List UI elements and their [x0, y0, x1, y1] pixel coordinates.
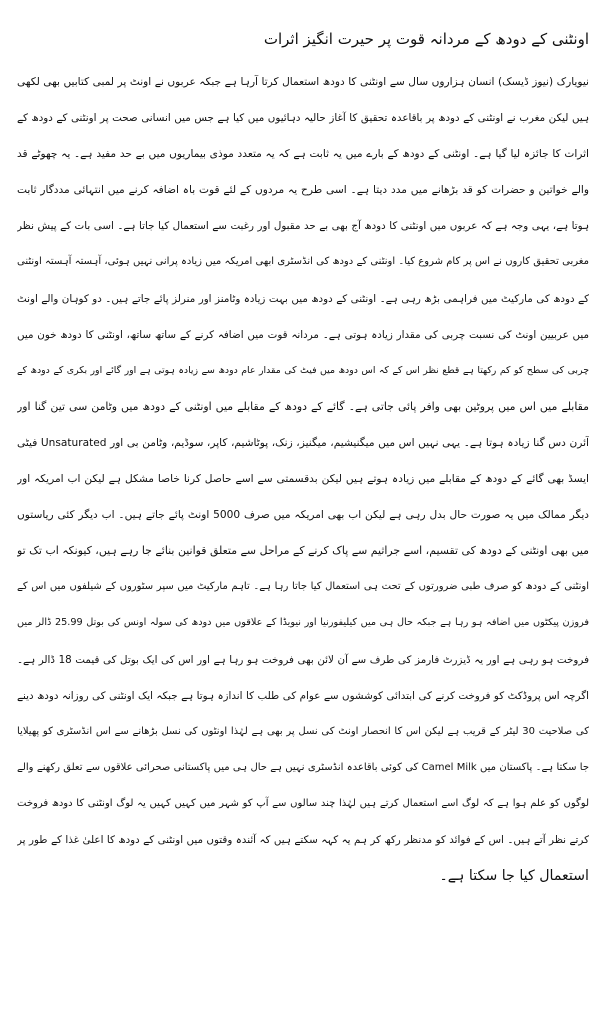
- article-line: چربی کی سطح کو کم رکھتا ہے قطع نظر اس کے کہ اس دودھ میں فیٹ کی مقدار عام دودھ سے زیادہ ہوتی ہے اور گائے اور بکری کے دودھ کے: [17, 364, 589, 376]
- article-line: لوگوں کو علم ہوا ہے کہ لوگ اسے استعمال کرتے ہیں لہٰذا چند سالوں سے آپ کو شہر میں کہیں کہیں یہ لوگ اونٹنی کا دودھ فروخت: [17, 797, 589, 809]
- article-line: کی صلاحیت 30 لیٹر کے قریب ہے لیکن اس کا انحصار اونٹ کی نسل پر بھی ہے لہٰذا اونٹوں کی نسل بڑھانے سے اس انڈسٹری کو پھیلایا: [17, 725, 589, 737]
- article-line: فروخت ہو رہی ہے اور یہ ڈیزرٹ فارمز کی طرف سے آن لائن بھی فروخت ہو رہا ہے اور اس کی ایک بوتل کی قیمت 18 ڈالر ہے۔: [17, 653, 589, 666]
- article-line: اونٹنی کے دودھ کو صرف طبی ضرورتوں کے تحت ہی استعمال کیا جاتا رہا ہے۔ تاہم مارکیٹ میں سپر سٹوروں کے شیلفوں میں اس کے: [17, 581, 589, 593]
- article-line: کرتے نظر آتے ہیں۔ اس کے فوائد کو مدنظر رکھ کر ہم یہ کہہ سکتے ہیں کہ آئندہ وقتوں میں اونٹنی کے دودھ کا اعلیٰ غذا کے طور پر: [17, 833, 589, 846]
- article-line: ایسڈ بھی گائے کے دودھ کے مقابلے میں زیادہ ہوتے ہیں لیکن بدقسمتی سے اسے حاصل کرنا خاصا مشکل ہے لیکن اب امریکہ اور: [17, 473, 589, 486]
- article-line: آئرن دس گنا زیادہ ہوتا ہے۔ یہی نہیں اس میں میگنیشیم، میگنیز، زنک، پوٹاشیم، کاپر، سوڈیم، وٹامن بی اور Unsaturated فیٹی: [17, 436, 589, 449]
- article-line: جا سکتا ہے۔ پاکستان میں Camel Milk کی کوئی باقاعدہ انڈسٹری نہیں ہے حال ہی میں پاکستانی صحرائی علاقوں سے تعلق رکھنے والے: [17, 761, 589, 773]
- article-line: مغربی تحقیق کاروں نے اس پر کام شروع کیا۔ اونٹنی کے دودھ کی انڈسٹری ابھی امریکہ میں زیادہ پرانی نہیں ہوئی، آہستہ آہستہ اونٹنی: [17, 256, 589, 268]
- article-line: فروزن پیکٹوں میں اضافہ ہو رہا ہے جبکہ حال ہی میں کیلیفورنیا اور نیویڈا کے علاقوں میں دودھ کی سولہ اونس کی بوتل 25.99 ڈالر میں: [17, 617, 589, 629]
- article-line: میں عربیین اونٹ کی نسبت چربی کی مقدار زیادہ ہوتی ہے۔ مردانہ قوت میں اضافہ کرنے کے ساتھ ساتھ، اونٹنی کا دودھ خون میں: [17, 328, 589, 341]
- article-line: میں بھی اونٹنی کے دودھ کی تقسیم، اسے جراثیم سے پاک کرنے کے مراحل سے متعلق قوانین بنائے جا رہے ہیں، کیونکہ اب تک تو: [17, 544, 589, 558]
- article-title: اونٹنی کے دودھ کے مردانہ قوت پر حیرت انگیز اثرات: [263, 30, 589, 48]
- article-line: مقابلے میں اس میں پروٹین بھی وافر پائی جاتی ہے۔ گائے کے دودھ کے مقابلے میں اونٹنی کے دودھ میں وٹامن سی تین گنا اور: [17, 399, 589, 413]
- article-line: دیگر ممالک میں یہ صورت حال بدل رہی ہے لیکن اب بھی امریکہ میں صرف 5000 اونٹ پائے جاتے ہیں۔ اب دیگر کئی ریاستوں: [17, 509, 589, 522]
- article-line: کے دودھ کی مارکیٹ میں فراہمی بڑھ رہی ہے۔ اونٹنی کے دودھ میں بہت زیادہ وٹامنز اور منرلز پائے جاتے ہیں۔ دو کوہان والے اونٹ: [17, 292, 589, 305]
- article-line: والے خواتین و حضرات کو قد بڑھانے میں مدد دیتا ہے۔ اسی طرح یہ مردوں کے لئے قوت باہ اضافہ کرنے میں انتہائی مددگار ثابت: [17, 184, 589, 197]
- article-line: استعمال کیا جا سکتا ہے۔: [439, 868, 589, 885]
- article-line: نیویارک (نیوز ڈیسک) انسان ہزاروں سال سے اونٹنی کا دودھ استعمال کرتا آرہا ہے جبکہ عربوں نے اونٹ پر لمبی کتابیں بھی لکھی: [17, 76, 589, 88]
- article-body: [17, 70, 589, 900]
- article-line: اثرات کا جائزہ لیا گیا ہے۔ اونٹنی کے دودھ کے بارے میں یہ ثابت ہے کہ یہ متعدد موذی بیماریوں میں بے حد مفید ہے۔ یہ چھوٹے قد: [17, 148, 589, 161]
- article-line: اگرچہ اس پروڈکٹ کو فروخت کرنے کی ابتدائی کوششوں سے عوام کی طلب کا اندازہ ہوتا ہے جبکہ ایک اونٹنی کی روزانہ دودھ دینے: [17, 689, 589, 702]
- article-line: ہیں لیکن مغرب نے اونٹنی کے دودھ پر باقاعدہ تحقیق کا آغاز حالیہ دہائیوں میں کیا ہے جس میں انسانی صحت پر اونٹنی کے دودھ کے: [17, 112, 589, 125]
- article-line: ہوتا ہے، یہی وجہ ہے کہ عربوں میں اونٹنی کا دودھ آج بھی بے حد مقبول اور رغبت سے استعمال کیا جاتا ہے۔ اسی بات کے پیش نظر: [17, 220, 589, 233]
